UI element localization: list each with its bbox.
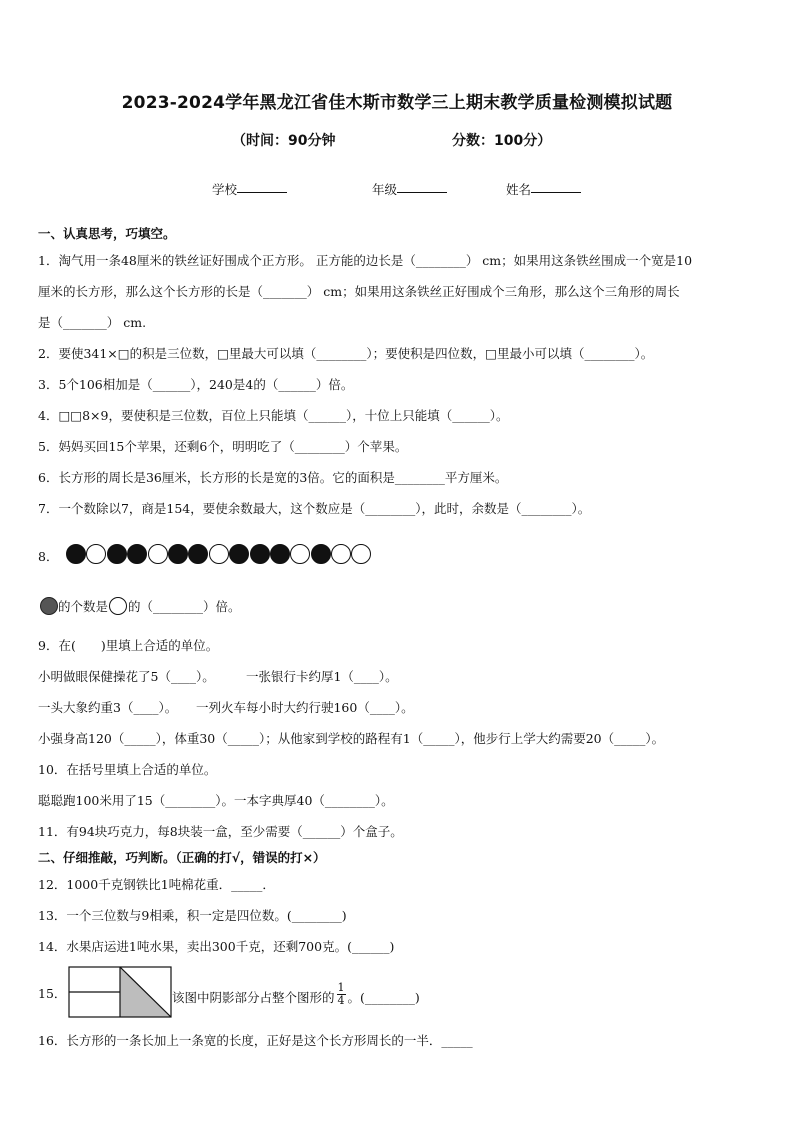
question-7: 7．一个数除以7，商是154，要使余数最大，这个数应是（________），此时，余数是（________）。 xyxy=(38,501,591,516)
question-11: 11．有94块巧克力，每8块装一盒，至少需要（______）个盒子。 xyxy=(38,824,403,839)
question-9: 9．在( )里填上合适的单位。 xyxy=(38,638,219,653)
question-8-number: 8． xyxy=(38,549,59,564)
question-16: 16．长方形的一条长加上一条宽的长度，正好是这个长方形周长的一半．_____ xyxy=(38,1033,473,1048)
empty-circle xyxy=(86,544,106,564)
dark-circle-icon xyxy=(40,597,58,615)
question-8-text-a: 的个数是 xyxy=(58,599,109,614)
question-1-line-2: 厘米的长方形，那么这个长方形的长是（_______） cm；如果用这条铁丝正好围成个三角形，那么这个三角形的周长 xyxy=(38,284,680,299)
question-9-c: 小强身高120（_____），体重30（_____）；从他家到学校的路程有1（_____），他步行上学大约需要20（_____）。 xyxy=(38,731,665,746)
question-1-line-1: 1．淘气用一条48厘米的铁丝证好围成个正方形。 正方能的边长是（________） cm；如果用这条铁丝围成一个宽是10 xyxy=(38,253,693,268)
filled-circle xyxy=(250,544,270,564)
filled-circle xyxy=(107,544,127,564)
school-label: 学校 xyxy=(212,182,238,197)
question-15-text-main: 该图中阴影部分占整个图形的 xyxy=(172,989,335,1005)
fraction-one-quarter xyxy=(337,982,346,1007)
school-field xyxy=(212,180,237,198)
filled-circle xyxy=(229,544,249,564)
exam-title: 2023-2024学年黑龙江省佳木斯市数学三上期末教学质量检测模拟试题 xyxy=(121,93,673,113)
fraction-denominator: 4 xyxy=(337,994,345,1007)
grade-field xyxy=(372,180,397,198)
question-15-number: 15． xyxy=(38,986,67,1001)
empty-circle xyxy=(148,544,168,564)
circle-row xyxy=(66,544,372,564)
question-8-text-b: 的（________）倍。 xyxy=(128,599,241,614)
grade-blank xyxy=(397,180,447,193)
grade-label: 年级 xyxy=(372,182,398,197)
question-4: 4．□□8×9，要使积是三位数，百位上只能填（______），十位上只能填（______）。 xyxy=(38,408,509,423)
section-2-heading: 二、仔细推敲，巧判断。（正确的打√，错误的打×） xyxy=(38,850,326,865)
filled-circle xyxy=(270,544,290,564)
filled-circle xyxy=(188,544,208,564)
question-10: 10．在括号里填上合适的单位。 xyxy=(38,762,217,777)
question-2: 2．要使341×□的积是三位数，□里最大可以填（________）；要使积是四位数，□里最小可以填（________）。 xyxy=(38,346,654,361)
section-1-heading: 一、认真思考，巧填空。 xyxy=(38,226,176,241)
question-15-text xyxy=(172,981,420,1009)
name-blank xyxy=(531,180,581,193)
empty-circle xyxy=(209,544,229,564)
question-9-a: 小明做眼保健操花了5（____）。 一张银行卡约厚1（____）。 xyxy=(38,669,398,684)
shaded-rectangle-figure xyxy=(68,966,172,1018)
question-12: 12．1000千克钢铁比1吨棉花重．_____． xyxy=(38,877,275,892)
question-8-text xyxy=(40,597,241,615)
empty-circle xyxy=(290,544,310,564)
question-6: 6．长方形的周长是36厘米，长方形的长是宽的3倍。它的面积是________平方厘米。 xyxy=(38,470,508,485)
question-15-tail: 。(________) xyxy=(347,989,420,1005)
light-circle-icon xyxy=(109,597,127,615)
question-3: 3．5个106相加是（______），240是4的（______）倍。 xyxy=(38,377,354,392)
question-9-b: 一头大象约重3（____）。 一列火车每小时大约行驶160（____）。 xyxy=(38,700,414,715)
fraction-numerator: 1 xyxy=(337,981,345,994)
question-1-line-3: 是（_______） cm. xyxy=(38,315,147,330)
filled-circle xyxy=(66,544,86,564)
empty-circle xyxy=(351,544,371,564)
school-blank xyxy=(237,180,287,193)
filled-circle xyxy=(127,544,147,564)
name-label: 姓名 xyxy=(506,182,532,197)
filled-circle xyxy=(311,544,331,564)
filled-circle xyxy=(168,544,188,564)
time-label: （时间：90分钟 xyxy=(232,133,336,149)
question-5: 5．妈妈买回15个苹果，还剩6个，明明吃了（________）个苹果。 xyxy=(38,439,408,454)
question-10-a: 聪聪跑100米用了15（________）。一本字典厚40（________）。 xyxy=(38,793,394,808)
name-field xyxy=(506,180,531,198)
question-14: 14．水果店运进1吨水果，卖出300千克，还剩700克。(______) xyxy=(38,939,395,954)
score-label: 分数：100分） xyxy=(452,133,552,149)
empty-circle xyxy=(331,544,351,564)
question-13: 13．一个三位数与9相乘，积一定是四位数。(________) xyxy=(38,908,347,923)
